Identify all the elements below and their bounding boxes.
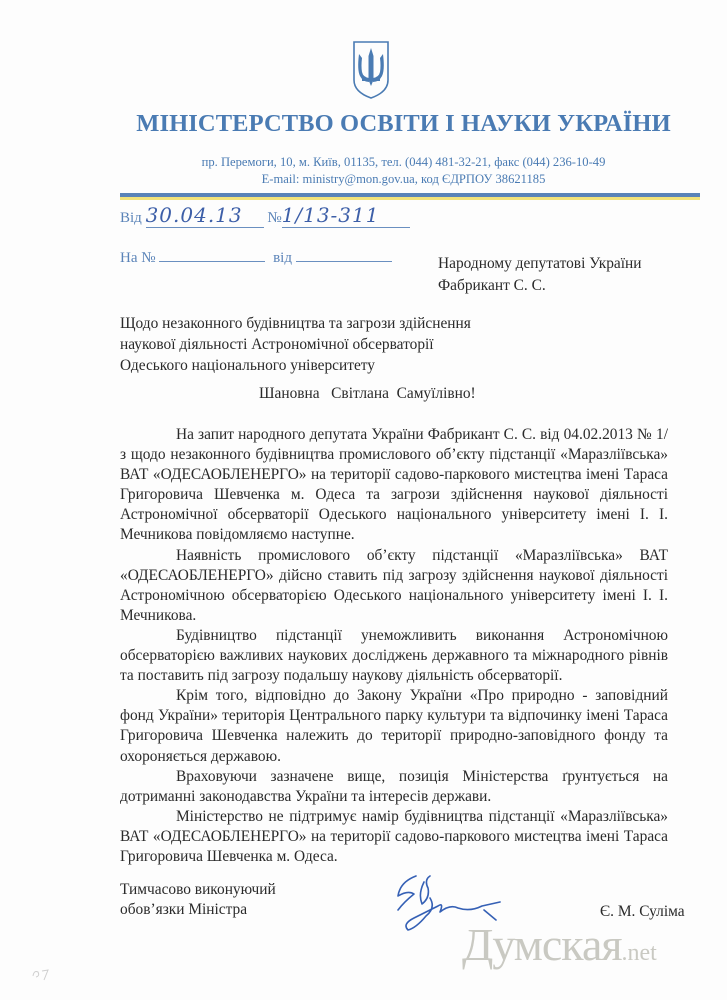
trident-coat-of-arms-icon <box>352 40 390 100</box>
ministry-title: МІНІСТЕРСТВО ОСВІТИ І НАУКИ УКРАЇНИ <box>136 110 671 137</box>
role-line: обов’язки Міністра <box>120 901 248 918</box>
ministry-contacts: E-mail: ministry@mon.gov.ua, код ЄДРПОУ 38621185 <box>261 172 546 186</box>
role-line: Тимчасово виконуючий <box>120 881 276 898</box>
body-paragraph: Міністерство не підтримує намір будівництва підстанції «Маразліївська» ВАТ «ОДЕСАОБЛЕНЕРГО» на території садово-паркового мистецтва імені Тараса Григоровича Шевченка м. Одеса. <box>120 807 668 865</box>
body-paragraph: Будівництво підстанції унеможливить виконання Астрономічною обсерваторією важливих наукових досліджень державного та міжнародного рівнів та поставить під загрозу подальшу наукову діяльність обсерваторії. <box>120 626 668 685</box>
salutation: Шановна Світлана Самуїлівно! <box>259 385 476 402</box>
body-paragraph: На запит народного депутата України Фабрикант С. С. від 04.02.2013 № 1/з щодо незаконного будівництва промислового об’єкту підстанції «Маразліївська» ВАТ «ОДЕСАОБЛЕНЕРГО» на території садово-паркового мистецтва імені Тараса Григоровича Шевченка м. Одеса та загрози здійснення наукової діяльності Астрономічної обсерваторії Одеського національного університету імені І. І. Мечникова повідомляємо наступне. <box>120 426 668 544</box>
registration-number: 1/13-311 <box>282 203 410 228</box>
ref-date-blank <box>296 245 392 262</box>
recipient-line: Народному депутатові України <box>438 255 642 272</box>
outgoing-registration <box>120 203 410 228</box>
from-label: Від <box>120 210 142 226</box>
number-label: № <box>267 210 282 226</box>
subject-line: Одеського національного університету <box>120 357 376 374</box>
letter-body <box>120 425 668 867</box>
scan-mark-icon <box>30 968 52 982</box>
body-paragraph: Наявність промислового об’єкту підстанції «Маразліївська» ВАТ «ОДЕСАОБЛЕНЕРГО» дійсно ставить під загрозу здійснення наукової діяльності Астрономічною обсерваторією Одеського національного університету імені І. І. Мечникова. <box>120 546 668 624</box>
subject-line: Щодо незаконного будівництва та загрози здійснення <box>120 315 471 332</box>
body-paragraph: Крім того, відповідно до Закону України «Про природно - заповідний фонд України» територія Центрального парку культури та відпочинку імені Тараса Григоровича Шевченка належить до території природно-заповідного фонду та охороняється державою. <box>120 687 668 765</box>
ref-from-label: від <box>273 250 292 266</box>
recipient-line: Фабрикант С. С. <box>438 277 546 294</box>
subject-block <box>120 313 471 376</box>
subject-line: наукової діяльності Астрономічної обсерваторії <box>120 336 434 353</box>
recipient-block <box>438 253 642 297</box>
reference-registration <box>120 245 392 267</box>
ref-label: На № <box>120 250 156 266</box>
body-paragraph: Враховуючи зазначене вище, позиція Міністерства ґрунтується на дотриманні законодавства України та інтересів держави. <box>120 767 668 805</box>
site-watermark <box>462 918 657 971</box>
watermark-suffix: .net <box>621 940 657 966</box>
signatory-role <box>120 880 276 920</box>
watermark-brand: Думская <box>462 919 622 970</box>
letterhead-rule-yellow <box>120 197 700 200</box>
registration-date: 30.04.13 <box>146 203 264 228</box>
ref-number-blank <box>159 245 265 262</box>
signatory-name: Є. М. Суліма <box>600 903 685 920</box>
ministry-address: пр. Перемоги, 10, м. Київ, 01135, тел. (044) 481-32-21, факс (044) 236-10-49 <box>201 155 606 169</box>
